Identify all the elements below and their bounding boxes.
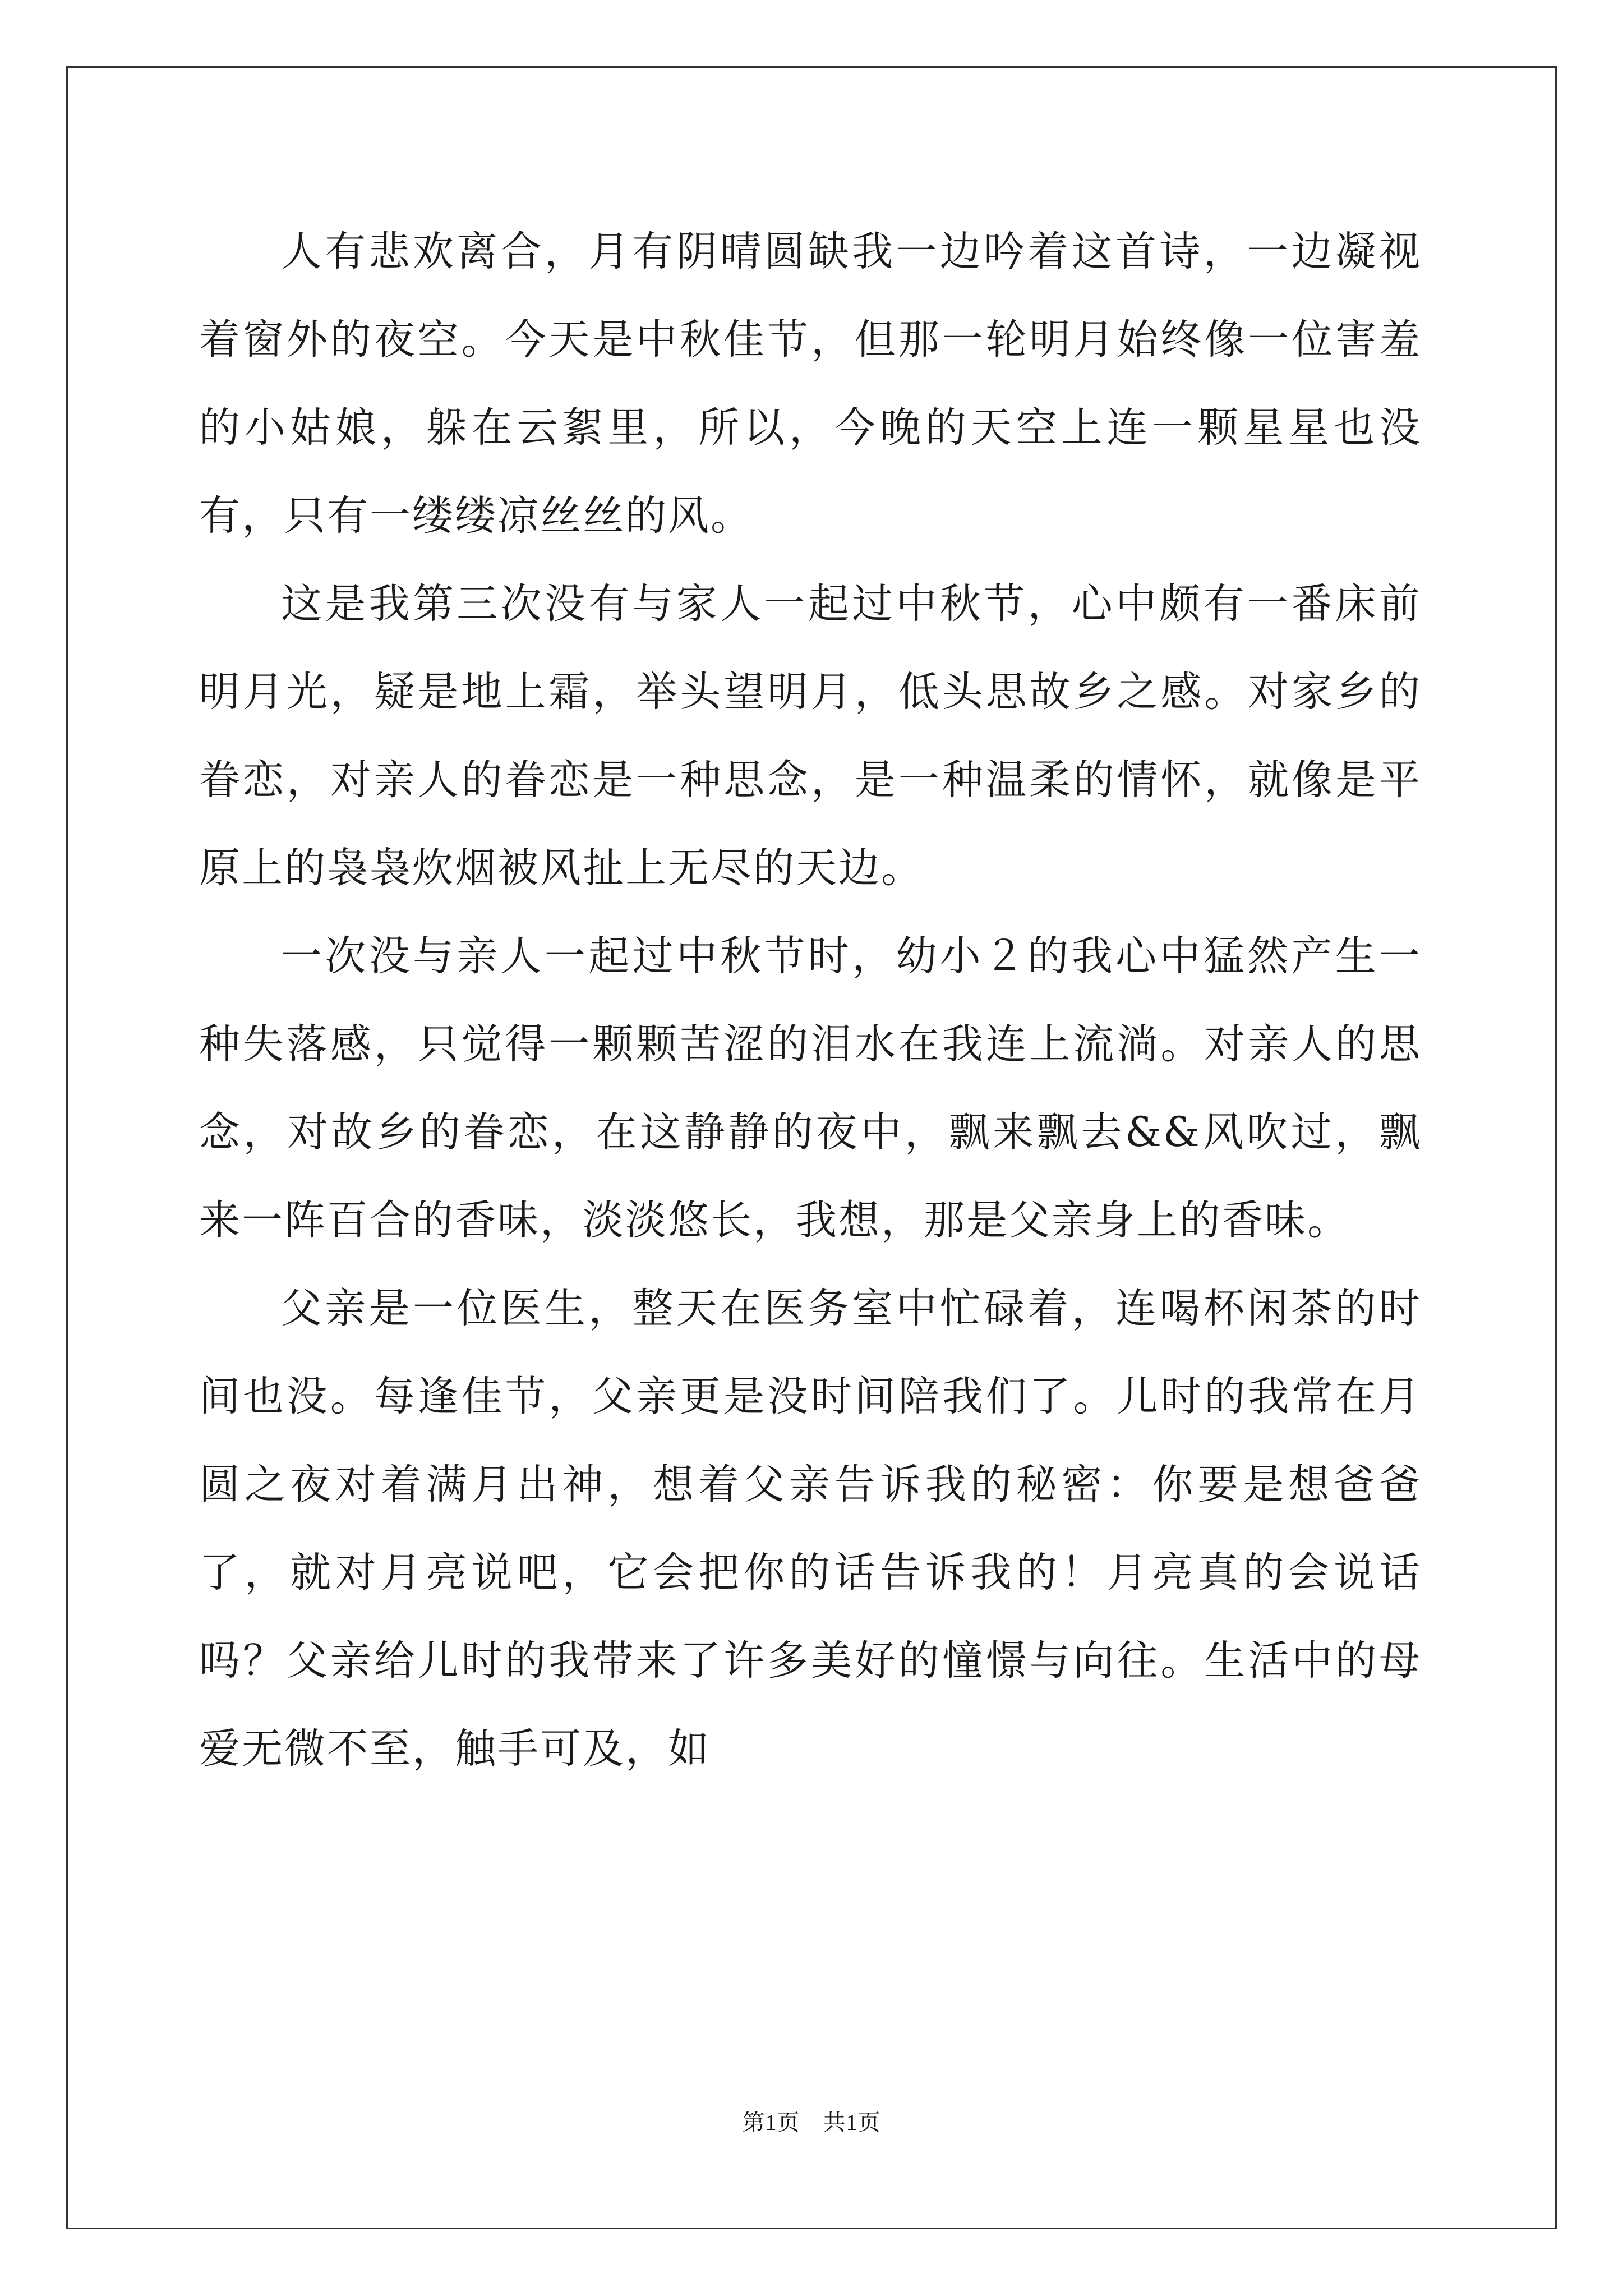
paragraph-4: 父亲是一位医生，整天在医务室中忙碌着，连喝杯闲茶的时间也没。每逢佳节，父亲更是没时间陪我们了。儿时的我常在月圆之夜对着满月出神，想着父亲告诉我的秘密：你要是想爸爸了，就对月亮说吧，它会把你的话告诉我的！月亮真的会说话吗？父亲给儿时的我带来了许多美好的憧憬与向往。生活中的母爱无微不至，触手可及，如 xyxy=(199,1285,1422,1773)
document-body xyxy=(199,208,1422,1793)
paragraph-2: 这是我第三次没有与家人一起过中秋节，心中颇有一番床前明月光，疑是地上霜，举头望明月，低头思故乡之感。对家乡的眷恋，对亲人的眷恋是一种思念，是一种温柔的情怀，就像是平原上的袅袅炊烟被风扯上无尽的天边。 xyxy=(199,580,1422,892)
paragraph-3: 一次没与亲人一起过中秋节时，幼小２的我心中猛然产生一种失落感，只觉得一颗颗苦涩的泪水在我连上流淌。对亲人的思念，对故乡的眷恋，在这静静的夜中，飘来飘去&&风吹过，飘来一阵百合的香味，淡淡悠长，我想，那是父亲身上的香味。 xyxy=(199,932,1422,1244)
page-number-footer: 第1页 共1页 xyxy=(742,2110,881,2135)
paragraph-1: 人有悲欢离合，月有阴晴圆缺我一边吟着这首诗，一边凝视着窗外的夜空。今天是中秋佳节，但那一轮明月始终像一位害羞的小姑娘，躲在云絮里，所以，今晚的天空上连一颗星星也没有，只有一缕缕凉丝丝的风。 xyxy=(199,228,1422,540)
